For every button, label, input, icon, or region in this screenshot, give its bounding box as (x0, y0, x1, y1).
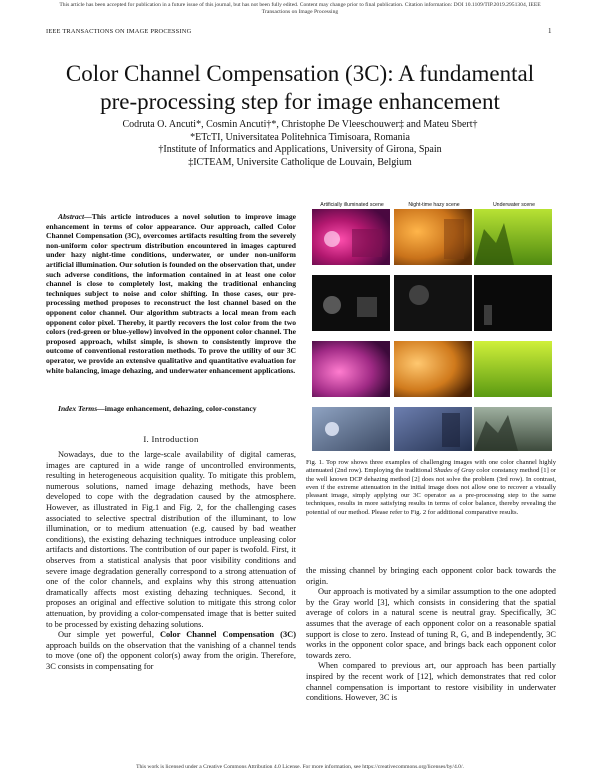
introduction-body-left (46, 450, 296, 672)
caption-method-name: Shades of Gray (433, 467, 475, 475)
caption-text-rest: color constancy method [1] or the well known DCP dehazing method [2] does not solve the problem (3rd row). In contrast, even if the extreme attenuation in the initial image does not allow one to recover a visually pleasant image, simply applying our 3C operator as a pre-processing step to the same techniques, results in more satisfying results in terms of color balance, thereby revealing the potential of our method. Please refer to Fig. 2 for additional comparative results. (306, 467, 556, 516)
index-terms-label: Index Terms— (58, 404, 105, 413)
index-terms-text: image enhancement, dehazing, color-constancy (104, 404, 257, 413)
publication-note-line2: Transactions on Image Processing (261, 9, 339, 15)
method-name: Color Channel Compensation (3C) (159, 630, 296, 640)
caption-text: Fig. 1. Top row shows three examples of challenging images with one color channel highly attenuated (2nd row). Employing the traditional (306, 459, 556, 475)
image-dcp-underwater (474, 341, 552, 397)
figure-label: DCP (428, 334, 440, 340)
figure-label: Underwater scene (492, 202, 536, 208)
figure-label: Shades of Gray (333, 334, 371, 340)
image-blue-channel (394, 275, 472, 331)
paragraph (46, 630, 296, 672)
image-artificial-scene (312, 209, 390, 265)
figure-label: Red channel (499, 268, 529, 274)
figure-label: DCP (508, 334, 520, 340)
figure-label: Night-time hazy scene (408, 202, 460, 208)
image-underwater-scene (474, 209, 552, 265)
figure-label: 3C + DCP (502, 400, 526, 406)
index-terms (46, 404, 296, 414)
image-3c-shades-of-gray (312, 407, 390, 451)
running-header-journal: IEEE TRANSACTIONS ON IMAGE PROCESSING (46, 28, 192, 35)
section-heading-introduction: I. Introduction (143, 434, 199, 444)
abstract-text: This article introduces a novel solution to improve image enhancement in terms of color appearance. Our approach, called Color Channel Compensation (3C), overcomes artifacts resulting from the severely non-uniform color spectrum distribution encountered in images captured under hazy night-time conditions, underwater, or under non-uniform artificial illumination. Our solution is founded on the observation that, under such adverse conditions, the information contained in at least one color channel is close to completely lost, making the traditional enhancing techniques subject to noise and color shifting. In those cases, our pre-processing method proposes to reconstruct the lost channel based on the opponent color channel. Our algorithm subtracts a local mean from each opponent color pixel. Thereby, it partly recovers the lost color from the two colors (red-green or blue-yellow) involved in the opponent color channel. The proposed approach, whilst simple, is shown to consistently improve the outcome of conventional restoration methods. To prove the utility of our 3C operator, we provide an extensive qualitative and quantitative evaluation for white balancing, image dehazing, and underwater enhancement applications. (46, 212, 296, 375)
paragraph-lead: Our simple yet powerful, (58, 630, 160, 640)
image-3c-dcp-night (394, 407, 472, 451)
author-block (30, 119, 570, 169)
introduction-body-right (306, 566, 556, 704)
image-shades-of-gray (312, 341, 390, 397)
affiliation-2: †Institute of Informatics and Applications, University of Girona, Spain (158, 144, 442, 156)
title-line-1: Color Channel Compensation (3C): A fundamental (65, 61, 535, 86)
figure-label: 3C + Shades of Gray (327, 400, 377, 406)
figure-label: Blue channel (419, 268, 449, 274)
license-footer: This work is licensed under a Creative Commons Attribution 4.0 License. For more information, see https://creativecommons.org/licenses/by/4.0/. (136, 764, 464, 770)
affiliation-1: *ETcTI, Universitatea Politehnica Timisoara, Romania (190, 131, 410, 143)
abstract-label: Abstract— (58, 212, 92, 221)
figure-label: Green channel (334, 268, 370, 274)
paragraph-rest: approach builds on the observation that the vanishing of a channel tends to move (one of) the opponent color(s) away from the origin. Therefore, 3C consists in compensating for (46, 640, 296, 671)
paragraph: the missing channel by bringing each opponent color back towards the origin. (306, 566, 556, 586)
figure-label: 3C + DCP (422, 400, 446, 406)
image-dcp-night (394, 341, 472, 397)
figure-label: Artificially illuminated scene (320, 202, 384, 208)
affiliation-3: ‡ICTEAM, Universite Catholique de Louvain, Belgium (188, 156, 412, 168)
page-number: 1 (548, 27, 552, 35)
publication-note-line1: This article has been accepted for publication in a future issue of this journal, but has not been fully edited. Content may change prior to final publication. Citation information: DOI 10.1109/TIP.2019.2951304, IEEE (59, 2, 541, 8)
paragraph: Our approach is motivated by a similar assumption to the one adopted by the Gray world [3], which consists in considering that the spatial average of colors in a natural scene is neutral gray. Specifically, 3C assumes that the average of each opponent color on a reasonable spatial support is close to zero. Instead of tuning R, G, and B independently, 3C works in the opponent color space, and brings back each opponent color towards zero. (306, 587, 556, 660)
paragraph: Nowadays, due to the large-scale availability of digital cameras, images are captured in a wide range of uncontrolled environments, resulting in heterogeneous acquisition quality. To mitigate this problem, numerous solutions, named image dehazing methods, have been developed to cope with the degradation caused by the atmosphere. However, as illustrated in Fig.1 and Fig. 2, for the challenging cases associated to selective spectral distribution of the illuminant, to low illumination, or to medium attenuation (e.g. caused by bad weather conditions), the existing dehazing techniques introduce unpleasing color artifacts and distortions. The contribution of our paper is twofold. First, it observes from a statistical analysis that poor visibility conditions and severe image degradation generally correspond to a strong attenuation of one of the color channels, and explains why this strong attenuation dramatically affects most existing dehazing techniques. Second, it proposes an original and effective solution to mitigate this strong color attenuation, by providing a color-compensated image that is better suited to be processed by existing dehazing solutions. (46, 450, 296, 629)
paragraph: When compared to previous art, our approach has been partially inspired by the recent work of [12], which demonstrates that red color channel compensation is important to restore visibility in underwater conditions. However, 3C is (306, 661, 556, 703)
publication-note (0, 2, 600, 16)
image-red-channel (474, 275, 552, 331)
image-3c-dcp-underwater (474, 407, 552, 451)
paper-title (30, 60, 570, 116)
image-green-channel (312, 275, 390, 331)
figure-1-caption (306, 459, 556, 517)
abstract (46, 212, 296, 375)
figure-1 (312, 200, 554, 450)
image-night-hazy-scene (394, 209, 472, 265)
title-line-2: pre-processing step for image enhancement (100, 89, 500, 114)
author-names: Codruta O. Ancuti*, Cosmin Ancuti†*, Christophe De Vleeschouwer‡ and Mateu Sbert† (122, 119, 478, 130)
